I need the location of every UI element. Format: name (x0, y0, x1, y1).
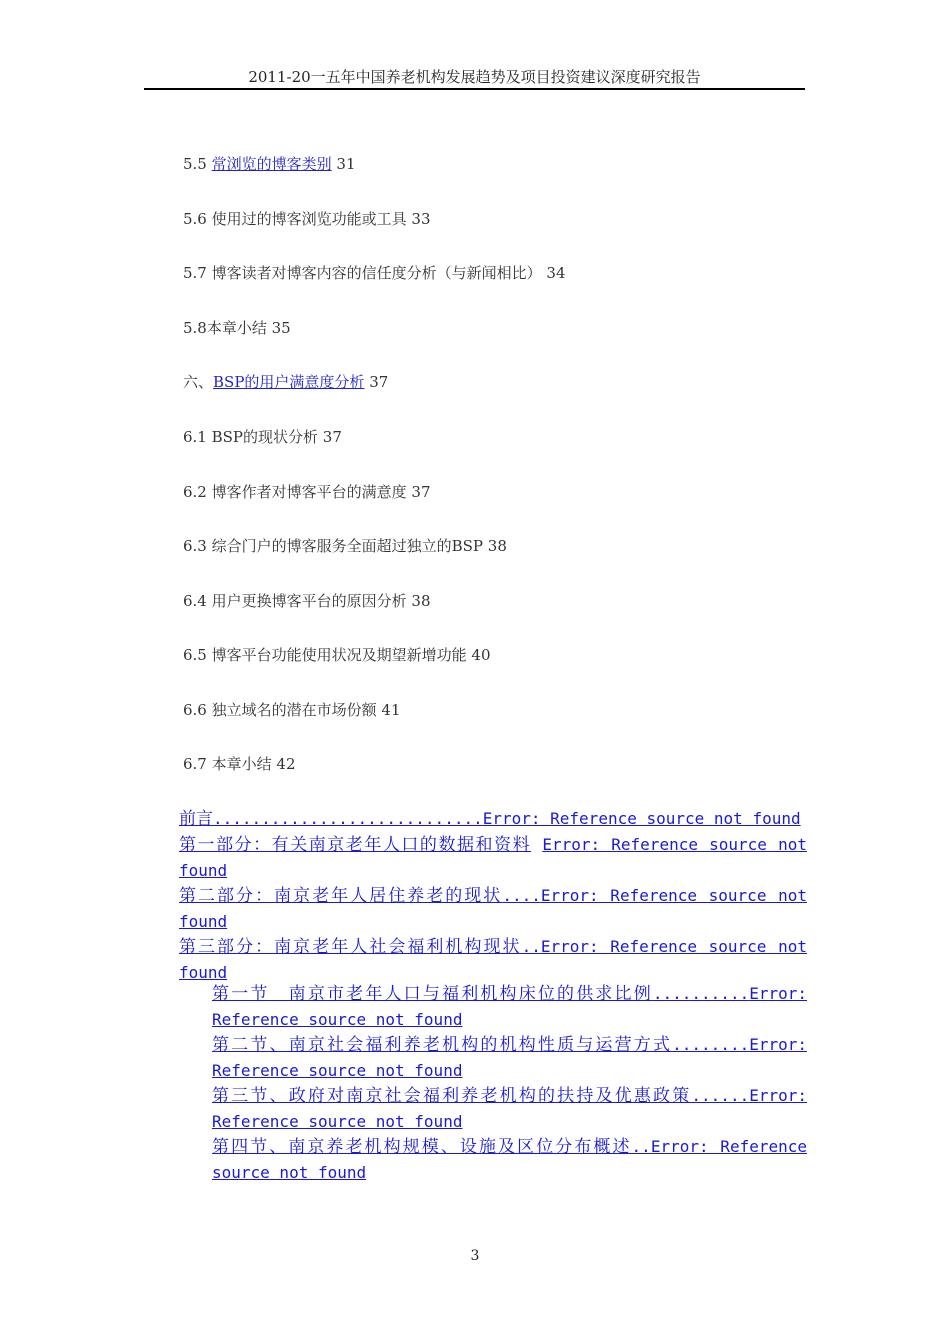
reference-title[interactable]: 第一部分：有关南京老年人口的数据和资料 (179, 835, 532, 855)
dot-leader (531, 835, 542, 854)
reference-error[interactable]: Error: Reference source not found (212, 1137, 808, 1182)
reference-subentry[interactable] (212, 1032, 807, 1083)
toc-title: 独立域名的潜在市场份额 (211, 701, 377, 719)
toc-number: 5.6 (183, 210, 212, 228)
dot-leader: .... (502, 886, 541, 905)
reference-error[interactable]: Error: Reference source not found (179, 886, 808, 931)
toc-title: 博客平台功能使用状况及期望新增功能 (211, 646, 467, 664)
toc-page: 37 (318, 428, 342, 446)
reference-title[interactable]: 第三节、政府对南京社会福利养老机构的扶持及优惠政策 (212, 1086, 692, 1106)
reference-list (179, 806, 807, 985)
reference-title[interactable]: 第二节、南京社会福利养老机构的机构性质与运营方式 (212, 1035, 673, 1055)
reference-sublist (212, 981, 807, 1185)
toc-title: 本章小结 (206, 319, 267, 337)
reference-title[interactable]: 第二部分：南京老年人居住养老的现状 (179, 886, 503, 906)
reference-entry[interactable] (179, 883, 807, 934)
toc-number: 6.3 (183, 537, 212, 555)
toc-title: BSP的现状分析 (211, 428, 319, 446)
reference-entry[interactable] (179, 806, 807, 832)
toc-page: 37 (364, 373, 389, 391)
toc-number: 6.5 (183, 646, 212, 664)
toc-number: 6.1 (183, 428, 212, 446)
toc-number: 5.5 (183, 155, 212, 173)
dot-leader: .. (631, 1137, 651, 1156)
toc-item (183, 699, 401, 720)
reference-title[interactable]: 第一节 南京市老年人口与福利机构床位的供求比例 (212, 984, 653, 1004)
page-header (144, 66, 805, 90)
reference-subentry[interactable] (212, 1134, 807, 1185)
toc-number: 6.2 (183, 483, 212, 501)
toc-number: 6.4 (183, 592, 212, 610)
reference-error[interactable]: Error: Reference source not found (482, 809, 801, 828)
toc-item (183, 262, 566, 283)
toc-page: 37 (406, 483, 431, 501)
reference-title[interactable]: 前言 (179, 809, 213, 829)
toc-number: 5.7 (183, 264, 212, 282)
toc-number: 6.6 (183, 701, 212, 719)
reference-entry[interactable] (179, 934, 807, 985)
toc-page: 33 (406, 210, 431, 228)
reference-title[interactable]: 第四节、南京养老机构规模、设施及区位分布概述 (212, 1137, 632, 1157)
reference-error[interactable]: Error: Reference source not found (212, 984, 807, 1029)
toc-page: 42 (271, 755, 296, 773)
reference-subentry[interactable] (212, 1083, 807, 1134)
toc-item (183, 535, 507, 556)
reference-error[interactable]: Error: Reference source not found (212, 1086, 807, 1131)
toc-title: 使用过的博客浏览功能或工具 (211, 210, 407, 228)
toc-page: 38 (483, 537, 507, 555)
page-number: 3 (470, 1248, 480, 1264)
toc-page: 40 (466, 646, 491, 664)
toc-item (183, 371, 388, 392)
toc-page: 38 (406, 592, 431, 610)
reference-entry[interactable] (179, 832, 807, 883)
toc-item (183, 317, 291, 338)
reference-title[interactable]: 第三部分：南京老年人社会福利机构现状 (179, 937, 522, 957)
toc-page: 41 (376, 701, 401, 719)
toc-item (183, 590, 431, 611)
dot-leader: ............................ (213, 809, 483, 828)
toc-title: 综合门户的博客服务全面超过独立的BSP (211, 537, 484, 555)
toc-title: 本章小结 (211, 755, 272, 773)
dot-leader: .. (521, 937, 541, 956)
toc-page: 31 (331, 155, 356, 173)
toc-item (183, 208, 431, 229)
dot-leader: ...... (691, 1086, 750, 1105)
toc-number: 6.7 (183, 755, 212, 773)
report-title: 2011-20一五年中国养老机构发展趋势及项目投资建议深度研究报告 (248, 68, 701, 86)
reference-error[interactable]: Error: Reference source not found (179, 937, 808, 982)
dot-leader: ........ (672, 1035, 750, 1054)
toc-title: 博客读者对博客内容的信任度分析（与新闻相比） (211, 264, 542, 282)
toc-number: 5.8 (183, 319, 207, 337)
toc-item (183, 644, 491, 665)
reference-error[interactable]: Error: Reference source not found (179, 835, 807, 880)
toc-item (183, 153, 356, 174)
toc-link[interactable]: BSP的用户满意度分析 (213, 373, 365, 391)
toc-item (183, 481, 431, 502)
toc-number: 六、 (183, 373, 214, 391)
toc-item (183, 426, 342, 447)
toc-page: 34 (541, 264, 566, 282)
toc-page: 35 (266, 319, 291, 337)
reference-error[interactable]: Error: Reference source not found (212, 1035, 807, 1080)
toc-item (183, 753, 296, 774)
dot-leader: .......... (652, 984, 750, 1003)
toc-title: 用户更换博客平台的原因分析 (211, 592, 407, 610)
toc-link[interactable]: 常浏览的博客类别 (211, 155, 332, 173)
toc-title: 博客作者对博客平台的满意度 (211, 483, 407, 501)
reference-subentry[interactable] (212, 981, 807, 1032)
